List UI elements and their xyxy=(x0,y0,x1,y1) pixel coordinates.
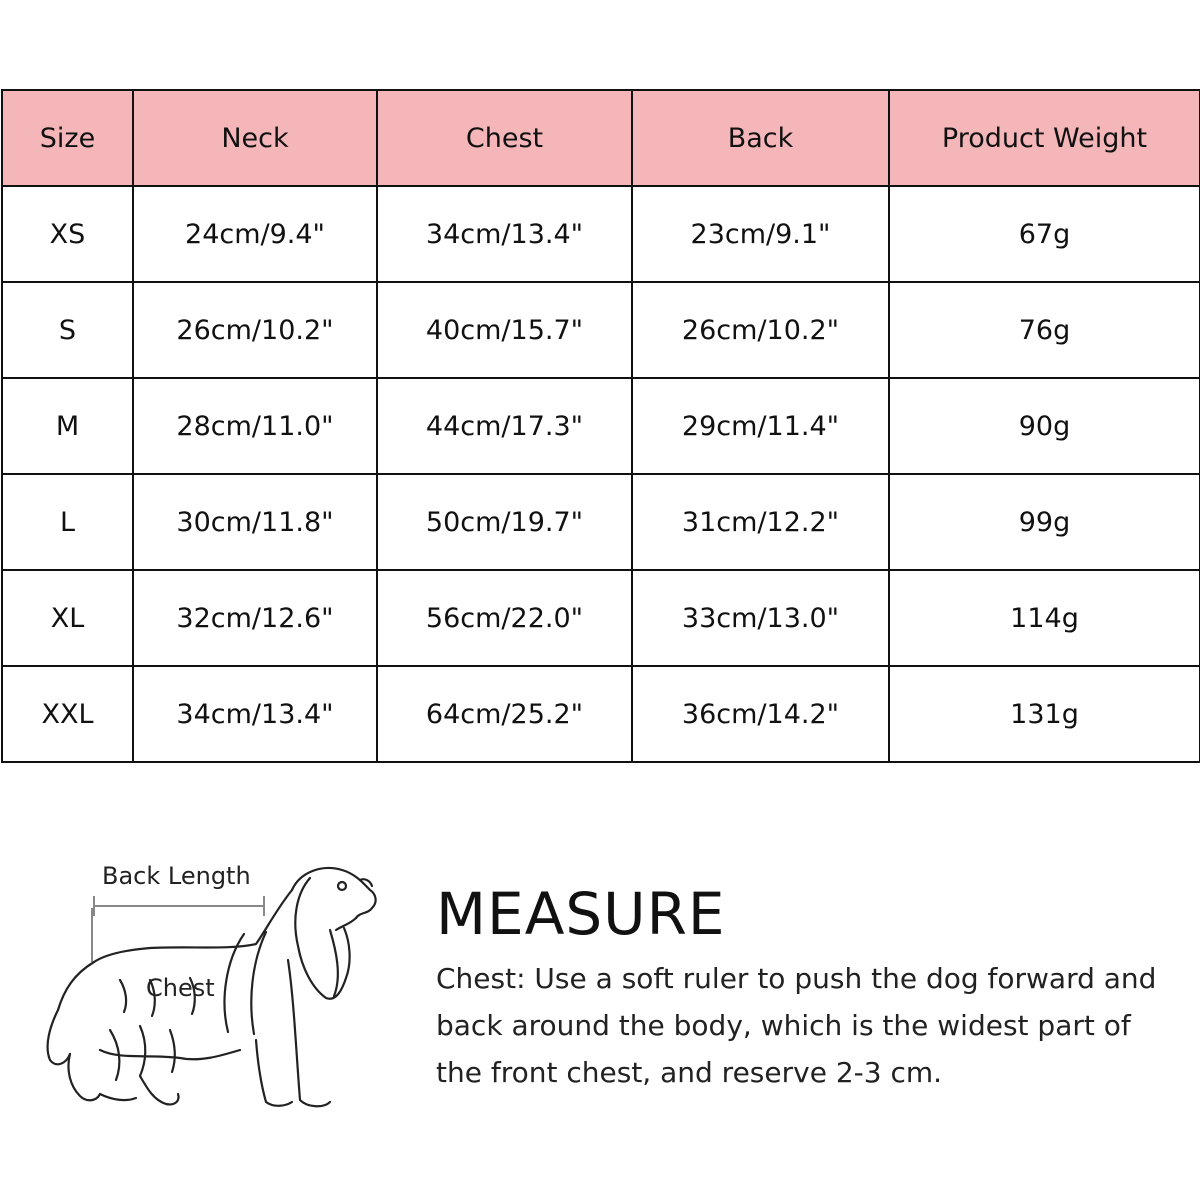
cell-back: 33cm/13.0" xyxy=(632,570,889,666)
header-neck: Neck xyxy=(133,90,377,186)
table-row xyxy=(2,666,1200,762)
cell-chest: 50cm/19.7" xyxy=(377,474,632,570)
cell-chest: 34cm/13.4" xyxy=(377,186,632,282)
cell-back: 23cm/9.1" xyxy=(632,186,889,282)
cell-weight: 114g xyxy=(889,570,1200,666)
table-row xyxy=(2,570,1200,666)
size-chart-table xyxy=(1,89,1200,763)
cell-size: XXL xyxy=(2,666,133,762)
cell-back: 36cm/14.2" xyxy=(632,666,889,762)
cell-neck: 26cm/10.2" xyxy=(133,282,377,378)
table-row xyxy=(2,186,1200,282)
cell-chest: 64cm/25.2" xyxy=(377,666,632,762)
chest-label: Chest xyxy=(146,974,215,1002)
cell-neck: 34cm/13.4" xyxy=(133,666,377,762)
header-back: Back xyxy=(632,90,889,186)
cell-neck: 30cm/11.8" xyxy=(133,474,377,570)
cell-back: 26cm/10.2" xyxy=(632,282,889,378)
cell-size: L xyxy=(2,474,133,570)
cell-back: 29cm/11.4" xyxy=(632,378,889,474)
table-row xyxy=(2,474,1200,570)
cell-chest: 44cm/17.3" xyxy=(377,378,632,474)
cell-size: XS xyxy=(2,186,133,282)
header-chest: Chest xyxy=(377,90,632,186)
cell-chest: 40cm/15.7" xyxy=(377,282,632,378)
cell-weight: 90g xyxy=(889,378,1200,474)
cell-size: XL xyxy=(2,570,133,666)
cell-neck: 32cm/12.6" xyxy=(133,570,377,666)
measure-instructions: Chest: Use a soft ruler to push the dog forward and back around the body, which is the widest part of the front chest, and reserve 2-3 cm. xyxy=(436,962,1157,1089)
cell-neck: 24cm/9.4" xyxy=(133,186,377,282)
cell-weight: 76g xyxy=(889,282,1200,378)
table-row xyxy=(2,282,1200,378)
cell-chest: 56cm/22.0" xyxy=(377,570,632,666)
cell-weight: 67g xyxy=(889,186,1200,282)
measure-title: MEASURE xyxy=(436,880,726,948)
cell-size: S xyxy=(2,282,133,378)
dog-measurement-figure xyxy=(30,850,400,1120)
cell-weight: 99g xyxy=(889,474,1200,570)
cell-weight: 131g xyxy=(889,666,1200,762)
header-size: Size xyxy=(2,90,133,186)
table-row xyxy=(2,378,1200,474)
header-product-weight: Product Weight xyxy=(889,90,1200,186)
back-length-label: Back Length xyxy=(102,862,251,890)
cell-neck: 28cm/11.0" xyxy=(133,378,377,474)
cell-back: 31cm/12.2" xyxy=(632,474,889,570)
cell-size: M xyxy=(2,378,133,474)
dog-illustration-icon xyxy=(30,850,400,1120)
table-header-row xyxy=(2,90,1200,186)
